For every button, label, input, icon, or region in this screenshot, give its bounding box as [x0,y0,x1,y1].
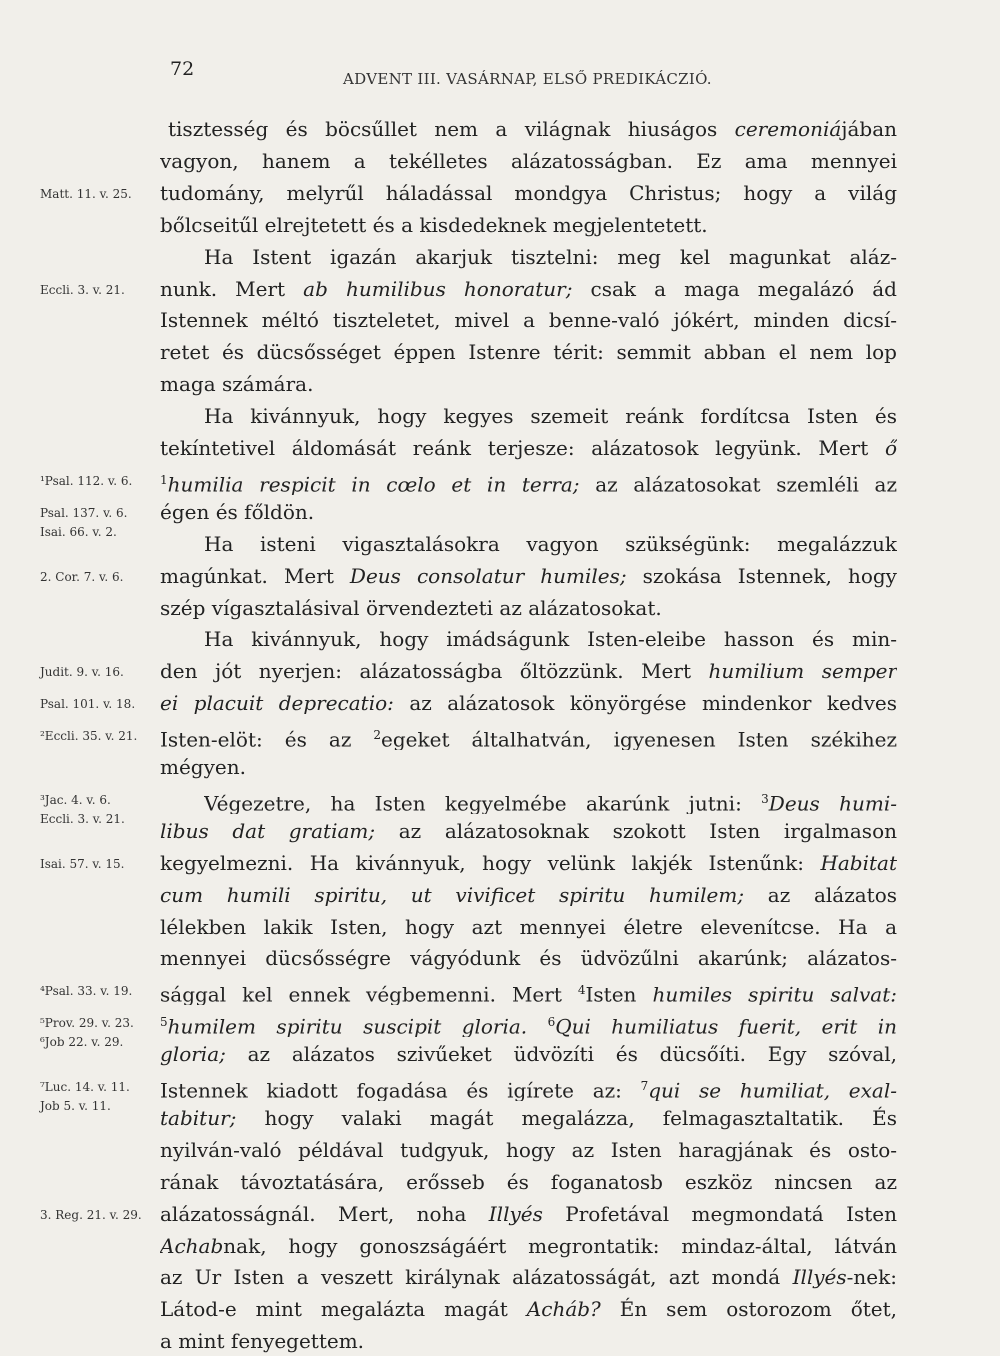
margin-reference: ⁷Luc. 14. v. 11. [40,1080,130,1094]
text-segment: sággal kel ennek végbemenni. Mert [160,982,578,1006]
footnote-marker: 1 [160,472,168,487]
text-segment: lélekben lakik Isten, hogy azt mennyei életre elevenítcse. Ha a [160,914,897,939]
text-line [204,402,897,431]
text-segment: Isten [585,982,653,1006]
italic-latin-segment: ő [884,436,897,460]
text-segment: tekíntetivel áldomását reánk terjesze: alázatosok legyünk. Mert [160,436,885,460]
text-line [160,1327,897,1356]
running-title: ADVENT III. VASÁRNAP, ELSŐ PREDIKÁCZIÓ. [343,70,712,88]
text-segment: Istennek kiadott fogadása és igírete az: [160,1078,641,1101]
text-line [204,785,897,814]
text-line [160,434,897,463]
text-segment [527,1015,547,1037]
text-segment: égen és főldön. [160,499,315,524]
italic-latin-segment: humilium semper [708,659,897,684]
text-segment: maga számára. [160,372,314,397]
text-line [160,1136,897,1165]
italic-latin-segment: humilem spiritu suscipit gloria. [167,1014,528,1038]
text-line [160,753,897,782]
text-segment: szép vígasztalásival örvendezteti az alázatosokat. [160,595,662,620]
text-line [160,1295,897,1324]
text-segment: mégyen. [160,755,246,779]
italic-latin-segment: ab humilibus honoratur; [303,276,573,301]
italic-latin-segment: Deus consolatur humiles; [349,563,627,588]
margin-reference: ¹Psal. 112. v. 6. [40,473,133,488]
margin-reference: Isai. 57. v. 15. [40,856,125,871]
italic-latin-segment: Achab [160,1233,224,1258]
margin-reference: Psal. 137. v. 6. [40,505,128,520]
italic-latin-segment: gloria; [160,1042,226,1067]
italic-latin-segment: Qui humiliatus fuerit, erit in [555,1014,897,1038]
italic-latin-segment: humiles spiritu salvat: [652,982,897,1006]
margin-reference: 3. Reg. 21. v. 29. [40,1207,142,1222]
margin-reference: ⁵Prov. 29. v. 23. [40,1016,134,1031]
text-line [160,594,897,623]
text-line [160,1072,897,1101]
text-segment: rának távoztatására, erősseb és foganatosb eszköz nincsen az [160,1169,897,1194]
text-line [160,1263,897,1292]
text-segment: tudomány, melyrűl háladással mondgya Christus; hogy a világ [160,180,897,205]
text-line [160,849,897,878]
text-segment: csak a maga megalázó ád [572,276,897,301]
text-segment: -nek: [846,1265,897,1290]
text-line [160,689,897,718]
margin-reference: Eccli. 3. v. 21. [40,812,125,827]
text-line [204,243,897,272]
margin-reference: Judit. 9. v. 16. [40,665,124,680]
text-line [160,976,897,1005]
text-line [160,1040,897,1069]
text-line [160,913,897,942]
text-segment: vagyon, hanem a tekélletes alázatosságban. Ez ama mennyei [160,148,897,173]
italic-latin-segment: libus dat gratiam; [160,818,376,843]
text-line [160,275,897,304]
text-line [160,370,897,399]
text-segment: szokása Istennek, hogy [626,563,897,588]
text-line [160,944,897,973]
text-line [160,562,897,591]
italic-latin-segment: Illyés [792,1265,847,1290]
text-segment: Ha kivánnyuk, hogy kegyes szemeit reánk fordítcsa Isten és [204,404,897,429]
text-segment: retet és dücsősséget éppen Istenre térit: semmit abban el nem lop [160,340,897,365]
footnote-marker: 7 [640,1079,649,1093]
margin-reference: ³Jac. 4. v. 6. [40,792,111,807]
text-line [160,498,897,527]
text-line [160,721,897,750]
margin-reference: ²Eccli. 35. v. 21. [40,729,138,744]
text-line [160,147,897,176]
text-line [160,211,897,240]
margin-reference: Eccli. 3. v. 21. [40,282,125,297]
text-segment: kegyelmezni. Ha kivánnyuk, hogy velünk lakjék Istenűnk: [160,850,821,875]
text-line [160,1008,897,1037]
italic-latin-segment: ei placuit deprecatio: [160,691,394,716]
footnote-marker: 2 [373,728,382,743]
text-line [160,306,897,335]
italic-latin-segment: cum humili spiritu, ut vivificet spiritu humilem; [160,882,745,907]
italic-latin-segment: qui se humiliat, exal- [648,1078,897,1101]
footnote-marker: 6 [547,1015,556,1030]
text-segment: az alázatos szivűeket üdvözíti és dücsőíti. Egy szóval, [225,1042,897,1067]
text-segment: az alázatosokat szemléli az [579,472,897,495]
text-segment: Ha isteni vigasztalásokra vagyon szükségünk: megalázzuk [204,531,897,556]
text-segment: Istennek méltó tiszteletet, mivel a benne-való jókért, minden dicsí- [160,308,897,333]
text-line [160,466,897,495]
text-segment: Végezetre, ha Isten kegyelmébe akarúnk jutni: [204,791,762,814]
text-segment: jában [841,117,897,141]
text-segment: mennyei dücsősségre vágyódunk és üdvözűlni akarúnk; alázatos- [160,946,897,971]
text-segment: den jót nyerjen: alázatosságba őltözzünk. Mert [160,659,709,684]
margin-reference: 2. Cor. 7. v. 6. [40,569,124,584]
text-line [160,817,897,846]
text-segment: magúnkat. Mert [160,563,350,588]
margin-reference: Job 5. v. 11. [40,1099,111,1114]
text-segment: Profetával megmondatá Isten [542,1201,897,1226]
text-segment: nak, hogy gonoszságáért megrontatik: mindaz-által, látván [223,1233,897,1258]
text-line [160,179,897,208]
text-line [204,530,897,559]
footnote-marker: 3 [761,791,769,806]
italic-latin-segment: Habitat [820,850,897,875]
text-segment: a mint fenyegettem. [160,1329,365,1354]
italic-latin-segment: ceremoniá [734,117,842,141]
text-segment: alázatosságnál. Mert, noha [160,1201,489,1226]
page-number: 72 [170,58,195,80]
text-line [160,657,897,686]
text-segment: nyilván-való példával tudgyuk, hogy az Isten haragjának és osto- [160,1137,897,1162]
text-segment: az alázatos [744,882,897,907]
text-segment: Ha Istent igazán akarjuk tisztelni: meg kel magunkat aláz- [204,244,897,269]
text-segment: Én sem ostorozom őtet, [600,1297,897,1322]
italic-latin-segment: humilia respicit in cœlo et in terra; [167,472,580,495]
text-segment: bőlcseitűl elrejtetett és a kisdedeknek megjelentetett. [160,212,708,237]
text-segment: az alázatosoknak szokott Isten irgalmason [375,818,897,843]
text-line [160,1168,897,1197]
margin-reference: Matt. 11. v. 25. [40,186,132,201]
footnote-marker: 5 [160,1015,168,1030]
text-line [204,625,897,654]
text-segment: Ha kivánnyuk, hogy imádságunk Isten-eleibe hasson és min- [204,627,897,652]
text-line [160,338,897,367]
margin-reference: Isai. 66. v. 2. [40,524,117,539]
text-segment: Isten-elöt: és az [160,727,374,751]
text-segment: Látod-e mint megalázta magát [160,1297,527,1322]
italic-latin-segment: tabitur; [160,1105,237,1130]
text-segment: tisztesség és böcsűllet nem a világnak hiuságos [168,117,735,141]
text-segment: egeket általhatván, igyenesen Isten székihez [381,727,897,751]
italic-latin-segment: Deus humi- [768,791,897,814]
text-line [160,1232,897,1261]
text-segment: nunk. Mert [160,276,304,301]
text-segment: az Ur Isten a veszett királynak alázatosságát, azt mondá [160,1265,793,1290]
margin-reference: ⁴Psal. 33. v. 19. [40,984,133,999]
footnote-marker: 4 [577,983,586,998]
text-line [160,1200,897,1229]
margin-reference: ⁶Job 22. v. 29. [40,1035,124,1050]
text-line [160,1104,897,1133]
italic-latin-segment: Acháb? [526,1297,601,1322]
italic-latin-segment: Illyés [488,1201,543,1226]
margin-reference: Psal. 101. v. 18. [40,697,136,712]
text-line [168,115,897,144]
text-line [160,881,897,910]
text-segment: hogy valaki magát megalázza, felmagasztaltatik. És [236,1105,897,1130]
text-segment: az alázatosok könyörgése mindenkor kedves [393,691,897,716]
